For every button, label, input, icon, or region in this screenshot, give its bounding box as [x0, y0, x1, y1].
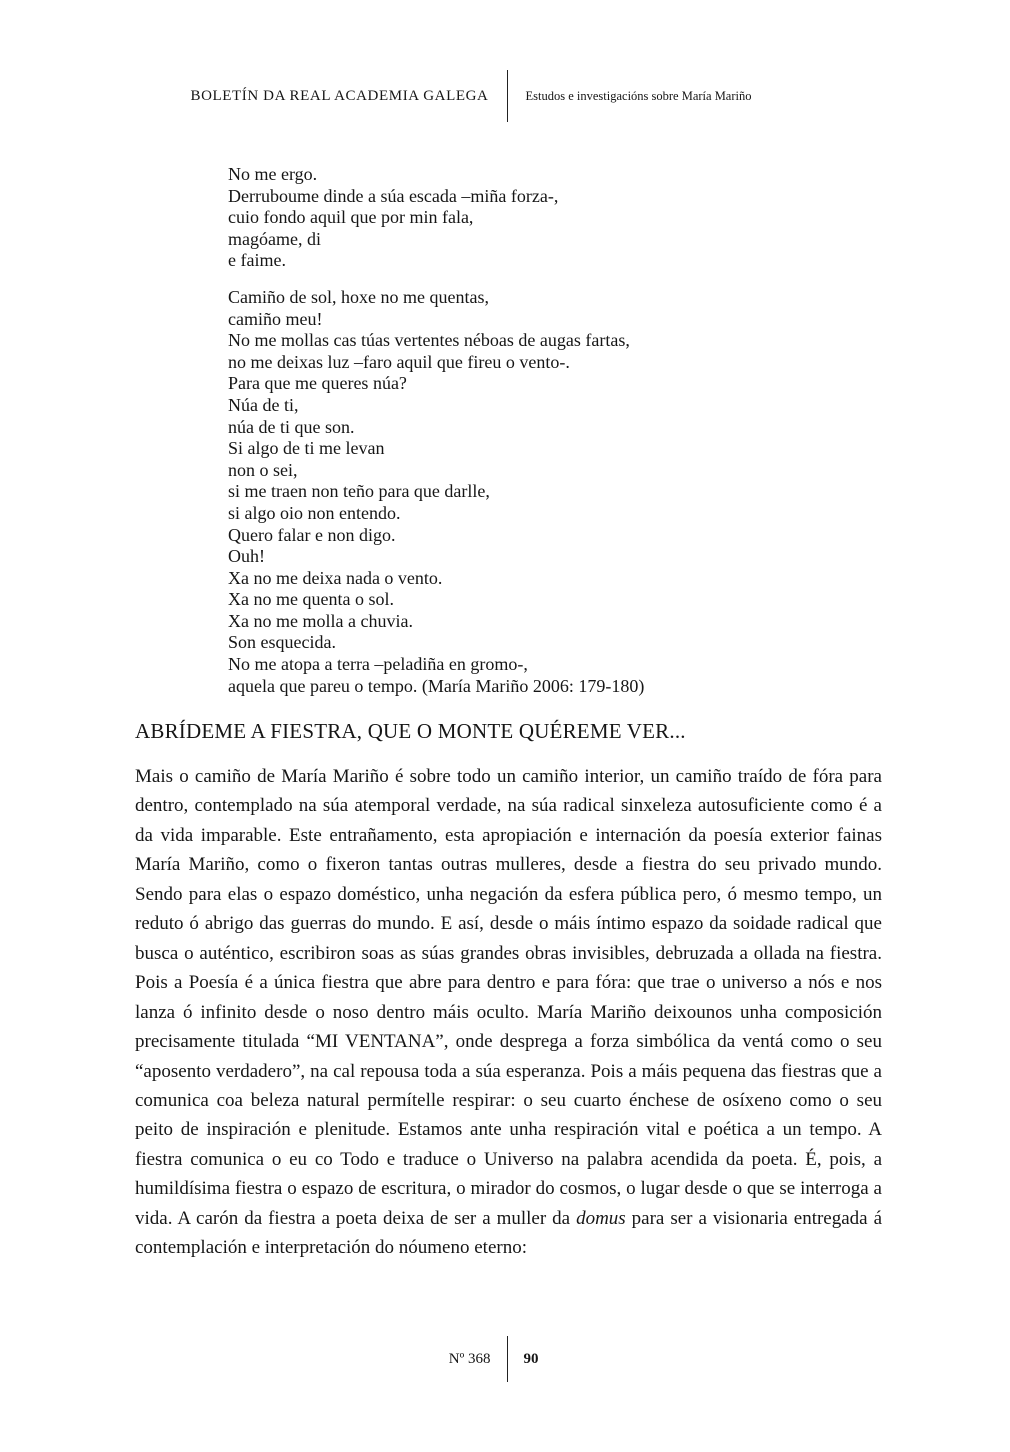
poem-quote — [228, 164, 644, 697]
poem-line: aquela que pareu o tempo. (María Mariño 2006: 179-180) — [228, 675, 645, 696]
poem-stanza-1 — [228, 164, 644, 272]
page-number: 90 — [523, 1350, 539, 1367]
journal-title: BOLETÍN DA REAL ACADEMIA GALEGA — [190, 87, 489, 104]
poem-line: Si algo de ti me levan — [228, 438, 385, 459]
poem-line: non o sei, — [228, 459, 298, 480]
poem-line: Xa no me molla a chuvia. — [228, 610, 413, 631]
poem-line: Xa no me deixa nada o vento. — [228, 567, 443, 588]
paragraph-latin-term: domus — [576, 1207, 626, 1229]
section-heading: ABRÍDEME A FIESTRA, QUE O MONTE QUÉREME VER... — [135, 719, 686, 743]
poem-line: Xa no me quenta o sol. — [228, 589, 394, 610]
poem-line: e faime. — [228, 250, 286, 271]
issue-number: Nº 368 — [448, 1350, 491, 1367]
poem-line: Quero falar e non digo. — [228, 524, 396, 545]
poem-line: cuio fondo aquil que por min fala, — [228, 207, 474, 228]
poem-stanza-2 — [228, 287, 644, 697]
body-paragraph — [135, 762, 882, 1263]
paragraph-text-lead: Mais o camiño de María Mariño é sobre todo un camiño interior, un camiño traído de fóra para dentro, contemplado na súa atemporal verdade, na súa radical sinxeleza autosuficiente como é a da vida imparable. Este entrañamento, esta apropiación e internación da poesía exterior fainas María Mariño, como o fixeron tantas outras mulleres, desde a fiestra do seu privado mundo. Sendo para elas o espazo doméstico, unha negación da esfera pública pero, ó mesmo tempo, un reduto ó abrigo das guerras do mundo. E así, desde o máis íntimo espazo da soidade radical que busca o auténtico, escribiron soas as súas grandes obras invisibles, debruzada a ollada na fiestra. Pois a Poesía é a única fiestra que abre para dentro e para fóra: que trae o universo a nós e nos lanza ó infinito desde o noso dentro máis oculto. María Mariño deixounos unha composición precisamente titulada “MI VENTANA”, onde desprega a forza simbólica da ventá como o seu “aposento verdadero”, na cal repousa toda a súa esperanza. Pois a máis pequena das fiestras que a comunica coa beleza natural permítelle respirar: o seu cuarto énchese de osíxeno como o seu peito de inspiración e plenitude. Estamos ante unha respiración vital e poética a un tempo. A fiestra comunica o eu co Todo e traduce o Universo na palabra acendida da poeta. É, pois, a humildísima fiestra o espazo de escritura, o mirador do cosmos, o lugar desde o que se interroga a vida. A carón da fiestra a poeta deixa de ser a muller da — [135, 766, 882, 1229]
poem-line: núa de ti que son. — [228, 416, 355, 437]
poem-line: Derruboume dinde a súa escada –miña forza-, — [228, 185, 559, 206]
poem-line: Camiño de sol, hoxe no me quentas, — [228, 286, 489, 307]
poem-line: Para que me queres núa? — [228, 373, 407, 394]
poem-line: Ouh! — [228, 546, 265, 567]
running-header — [133, 70, 881, 122]
poem-line: magóame, di — [228, 228, 321, 249]
poem-line: No me atopa a terra –peladiña en gromo-, — [228, 654, 528, 675]
poem-line: Son esquecida. — [228, 632, 336, 653]
page-footer — [133, 1336, 881, 1382]
poem-line: camiño meu! — [228, 308, 323, 329]
poem-line: no me deixas luz –faro aquil que fireu o vento-. — [228, 351, 570, 372]
poem-line: Núa de ti, — [228, 394, 299, 415]
header-section-title: Estudos e investigacións sobre María Mariño — [525, 88, 752, 103]
poem-line: No me ergo. — [228, 164, 318, 184]
poem-line: si algo oio non entendo. — [228, 502, 401, 523]
poem-line: No me mollas cas túas vertentes néboas de augas fartas, — [228, 330, 630, 351]
paragraph-text-tail: para ser a visionaria entregada á contemplación e interpretación do nóumeno eterno: — [135, 1207, 882, 1259]
poem-line: si me traen non teño para que darlle, — [228, 481, 490, 502]
